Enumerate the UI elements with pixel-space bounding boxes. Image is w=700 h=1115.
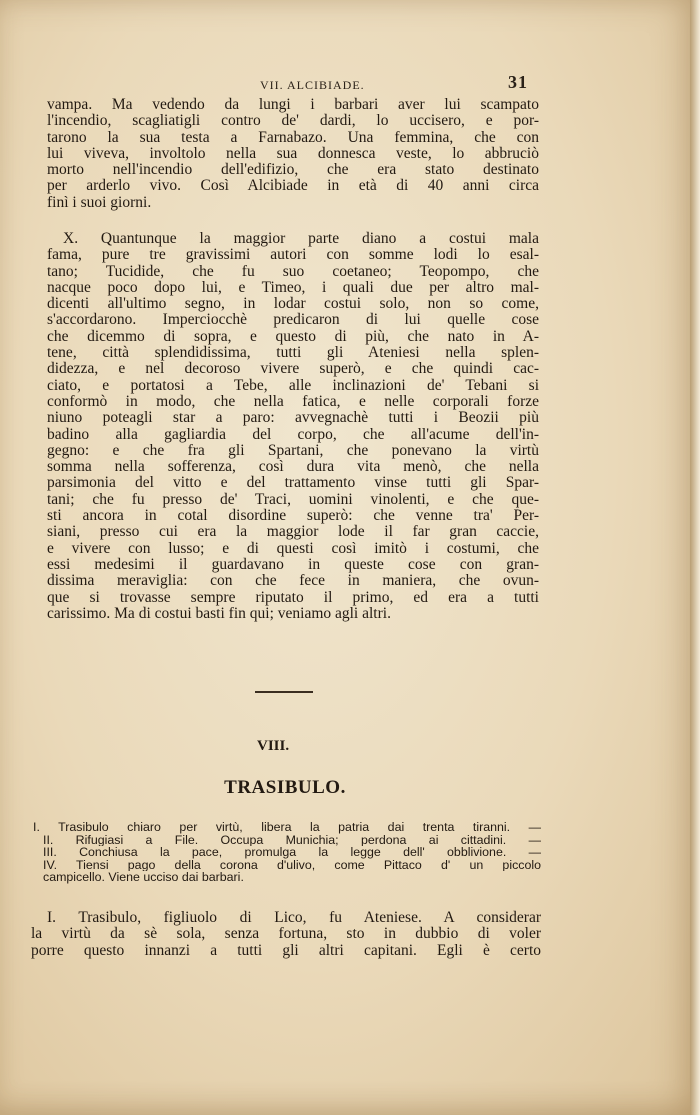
paragraph-ending <box>47 97 539 211</box>
text-line: gegno: e che fra gli Spartani, che ponevano la virtù <box>47 442 539 459</box>
text-line: tarono la sua testa a Farnabazo. Una femmina, che con <box>47 129 539 146</box>
text-line: tano; Tucidide, che fu suo coetaneo; Teopompo, che <box>47 263 539 280</box>
text-line: dicenti all'ultimo segno, in lodar costui solo, non so come, <box>47 296 539 313</box>
summary-line: I. Trasibulo chiaro per virtù, libera la patria dai trenta tiranni. — <box>33 821 541 834</box>
page-edge <box>690 0 700 1115</box>
text-line: porre questo innanzi a tutti gli altri capitani. Egli è certo <box>31 942 541 959</box>
text-line: carissimo. Ma di costui basti fin qui; veniamo agli altri. <box>47 605 391 622</box>
paragraph-i <box>31 910 541 959</box>
text-line: la virtù da sè sola, senza fortuna, sto in dubbio di voler <box>31 926 541 943</box>
text-line: tani; che fu presso de' Traci, uomini vinolenti, e che que- <box>47 491 539 508</box>
text-line: finì i suoi giorni. <box>47 194 152 211</box>
text-line: X. Quantunque la maggior parte diano a costui mala <box>63 231 539 247</box>
text-line: niuno poteagli star a paro: avvegnachè tutti i Beozii più <box>47 410 539 427</box>
text-line: essi medesimi il guardavano in queste cose con gran- <box>47 556 539 573</box>
text-line: vampa. Ma vedendo da lungi i barbari aver lui scampato <box>47 97 539 113</box>
paragraph-x <box>47 231 539 622</box>
page-number: 31 <box>508 72 528 92</box>
text-line: lui viveva, involtolo nella sua donnesca veste, lo abbruciò <box>47 145 539 162</box>
text-line: somma nella sofferenza, così dura vita menò, che nella <box>47 459 539 476</box>
text-line: dissima meraviglia: con che fece in maniera, che ovun- <box>47 573 539 590</box>
text-line: siani, presso cui era la maggior lode il far gran caccie, <box>47 524 539 541</box>
summary-line: campicello. Viene ucciso dai barbari. <box>43 871 244 884</box>
text-line: morto nell'incendio dell'edifizio, che era stato destinato <box>47 162 539 179</box>
summary-line: IV. Tiensi pago della corona d'ulivo, come Pittaco d' un piccolo <box>43 858 541 872</box>
text-line: tene, città splendidissima, tutti gli Ateniesi nella splen- <box>47 345 539 362</box>
text-line: conformò in modo, che nella fatica, e nelle corporali forze <box>47 393 539 410</box>
summary-line: II. Rifugiasi a File. Occupa Munichia; perdona ai cittadini. — <box>43 833 541 847</box>
text-line: badino alla gagliardia del corpo, che all'acume dell'in- <box>47 426 539 443</box>
text-line: fama, pure tre gravissimi autori con somme lodi lo esal- <box>47 247 539 264</box>
text-line: parsimonia del vitto e del trattamento vinse tutti gli Spar- <box>47 475 539 492</box>
text-line: nacque poco dopo lui, e Timeo, i quali due per altro mal- <box>47 279 539 296</box>
text-line: l'incendio, scagliatigli contro de' dardi, lo uccisero, e por- <box>47 113 539 130</box>
text-line: s'accordarono. Imperciocchè predicaron di lui quelle cose <box>47 312 539 329</box>
chapter-summary <box>33 821 541 884</box>
text-line: per arderlo vivo. Così Alcibiade in età di 40 anni circa <box>47 178 539 195</box>
running-title: VII. ALCIBIADE. <box>260 78 365 92</box>
chapter-number: VIII. <box>257 738 290 754</box>
text-line: che dicemmo di sopra, e questo di più, che nato in A- <box>47 328 539 345</box>
text-line: didezza, e nel decoroso vivere superò, e che quindi cac- <box>47 361 539 378</box>
text-line: ciato, e portatosi a Tebe, alle inclinazioni de' Tebani si <box>47 377 539 394</box>
text-line: sti ancora in cotal disordine superò: che venne tra' Per- <box>47 508 539 525</box>
text-line: e vivere con lusso; e di questi così imitò i costumi, che <box>47 540 539 557</box>
summary-line: III. Conchiusa la pace, promulga la legge dell' obblivione. — <box>43 846 541 859</box>
text-line: I. Trasibulo, figliuolo di Lico, fu Ateniese. A considerar <box>47 910 541 926</box>
section-divider <box>255 691 313 693</box>
chapter-title: TRASIBULO. <box>224 777 346 798</box>
text-line: que si trovasse sempre riputato il primo, ed era a tutti <box>47 589 539 606</box>
